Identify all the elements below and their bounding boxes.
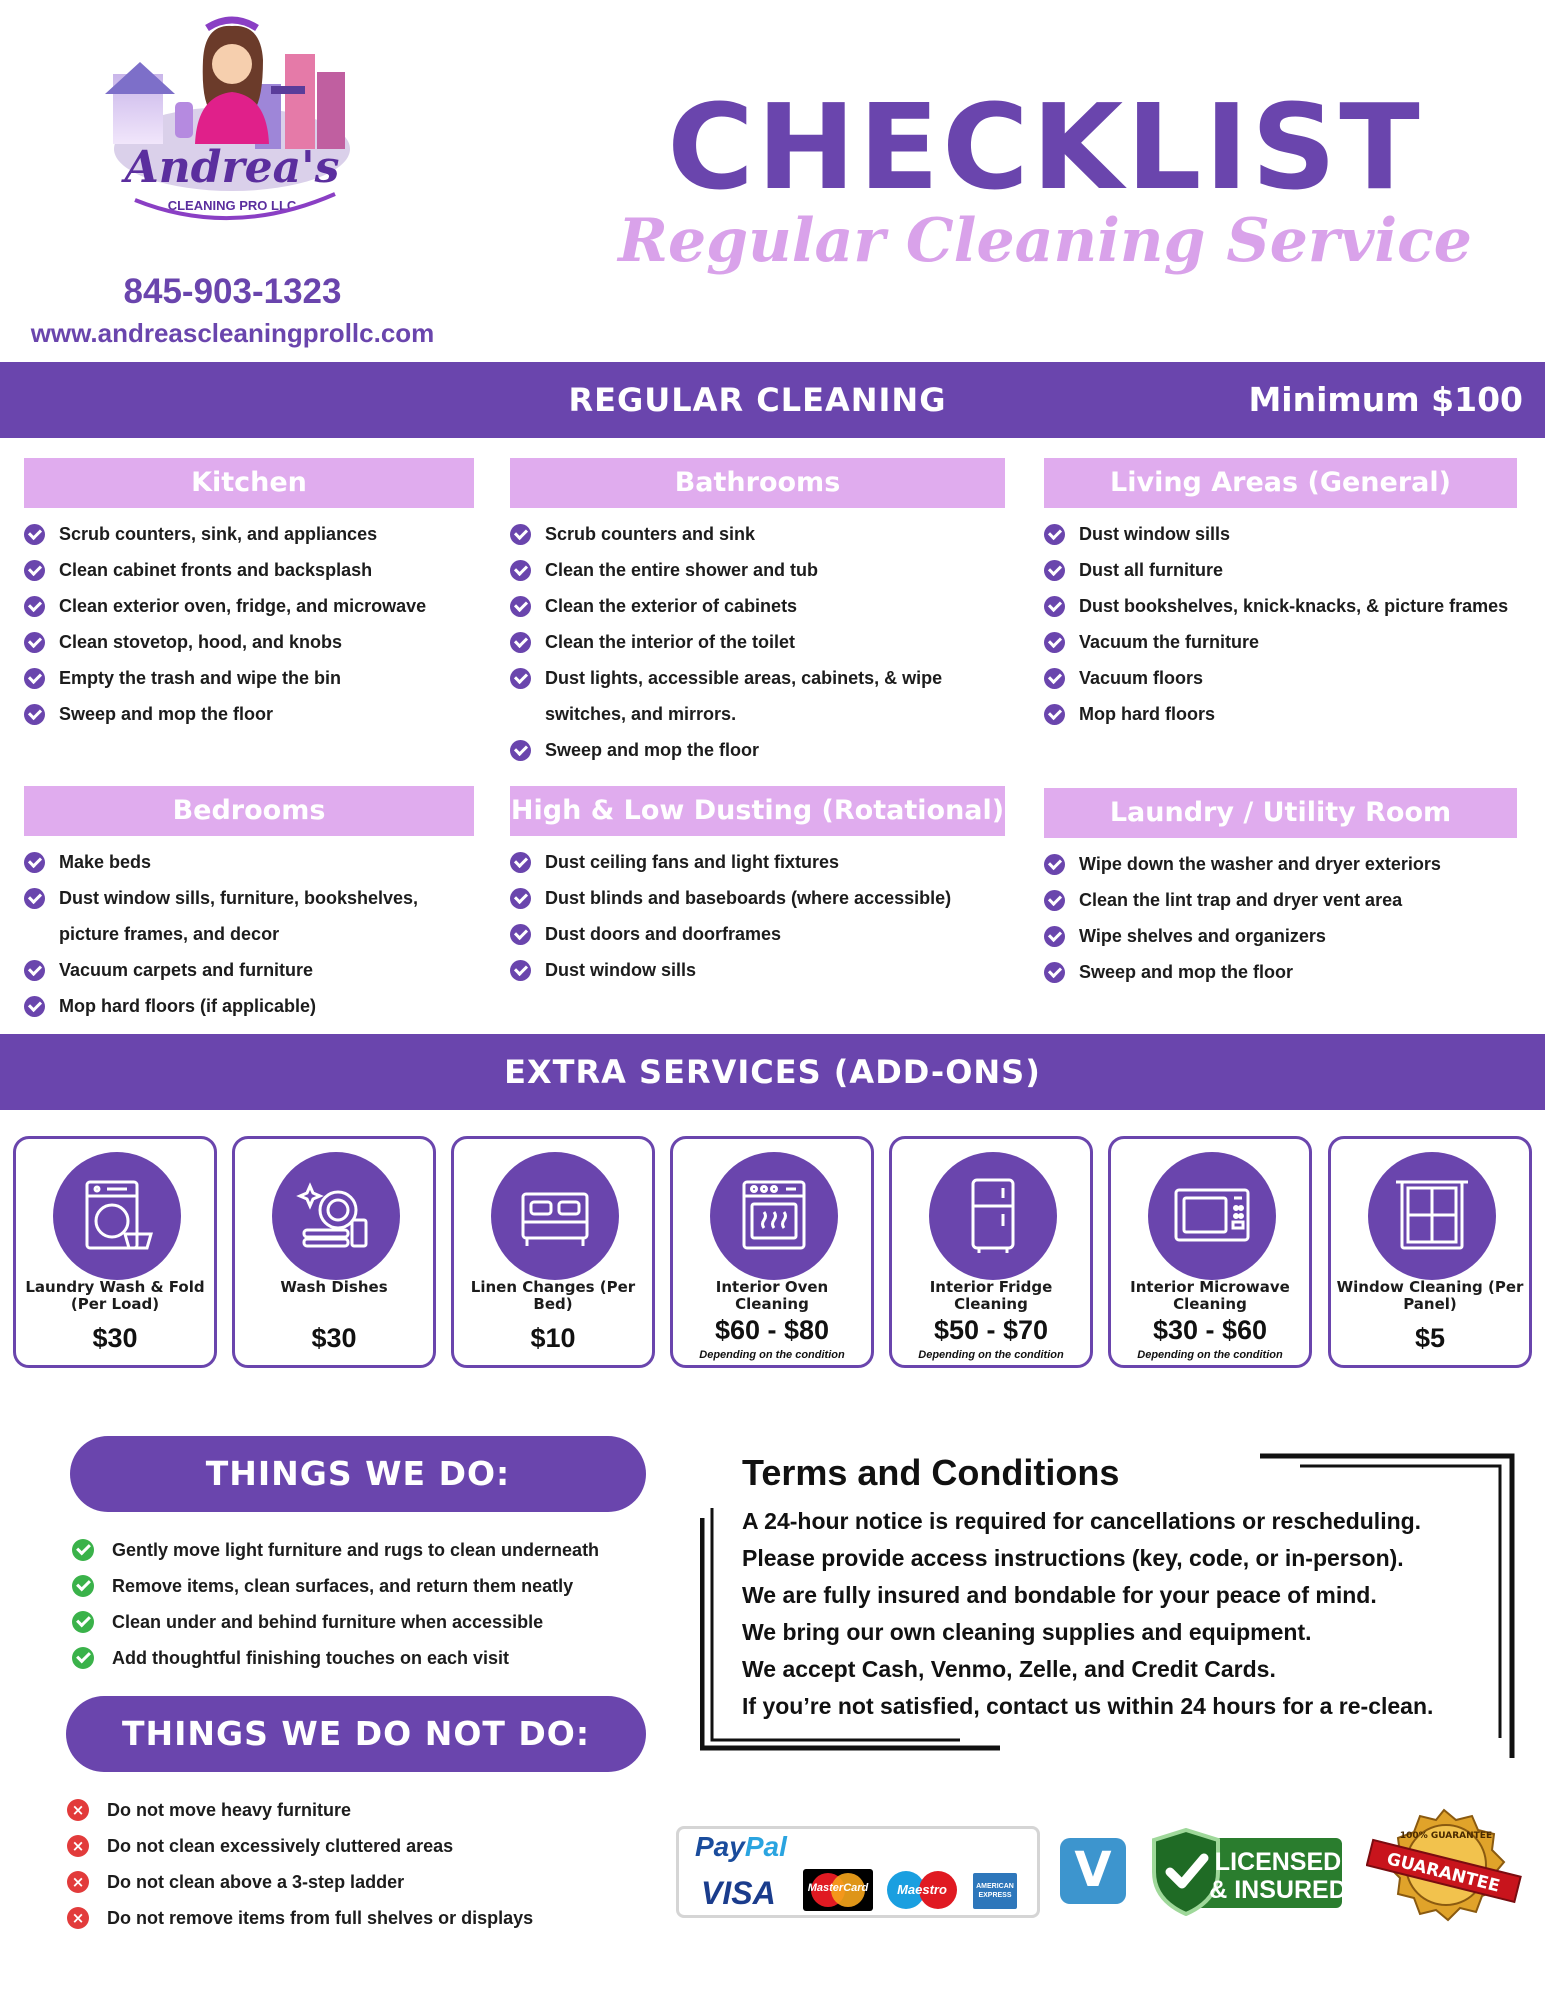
minimum-price: Minimum $100 [1248,380,1523,419]
service-price: $10 [530,1323,576,1353]
list-item: × Do not clean excessively cluttered areas [67,1828,667,1864]
check-icon [510,960,531,981]
check-icon [510,524,531,545]
website-link[interactable]: www.andreascleaningprollc.com [30,318,435,348]
section-title: High & Low Dusting (Rotational) [510,786,1005,836]
service-price: $5 [1414,1323,1446,1353]
list-item: Dust window sills [1044,516,1517,552]
guarantee-seal [1366,1808,1522,1934]
check-icon [1044,926,1065,947]
check-icon [1044,668,1065,689]
list-item: Wipe down the washer and dryer exteriors [1044,846,1517,882]
service-note: Depending on the condition [699,1349,845,1361]
service-card-window [1328,1136,1532,1368]
check-icon [1044,704,1065,725]
things-we-do-not-heading: THINGS WE DO NOT DO: [66,1696,646,1772]
section-bathrooms [510,458,1005,768]
check-icon [510,596,531,617]
amex-logo: AMERICAN EXPRESS [973,1873,1017,1909]
section-high-low-dusting [510,786,1005,988]
check-icon [24,960,45,981]
bed-icon [491,1152,619,1280]
green-check-icon [72,1539,94,1561]
microwave-icon [1148,1152,1276,1280]
list-item: Clean the entire shower and tub [510,552,970,588]
service-price: $50 - $70 [933,1315,1049,1345]
list-item: Scrub counters and sink [510,516,970,552]
maestro-logo: Maestro [885,1869,959,1911]
check-icon [510,888,531,909]
service-card-microwave [1108,1136,1312,1368]
terms-list [742,1503,1433,1725]
red-x-icon: × [67,1871,89,1893]
check-icon [24,596,45,617]
terms-title: Terms and Conditions [742,1452,1120,1493]
section-laundry-utility [1044,788,1517,990]
company-logo [95,14,370,264]
check-icon [510,632,531,653]
list-item: Make beds [24,844,444,880]
check-icon [1044,962,1065,983]
mastercard-logo: MasterCard [803,1869,873,1911]
logo-name: Andrea's [124,142,340,193]
list-item: Vacuum the furniture [1044,624,1517,660]
check-icon [510,740,531,761]
green-check-icon [72,1575,94,1597]
list-item: Clean the interior of the toilet [510,624,970,660]
terms-item: Please provide access instructions (key, code, or in-person). [742,1545,1404,1571]
fridge-icon [929,1152,1057,1280]
things-we-do-list [72,1532,672,1676]
list-item: Vacuum floors [1044,660,1517,696]
service-card-laundry [13,1136,217,1368]
check-icon [24,560,45,581]
washing-machine-icon [53,1152,181,1280]
service-name: Laundry Wash & Fold (Per Load) [25,1278,205,1313]
list-item: × Do not clean above a 3-step ladder [67,1864,667,1900]
red-x-icon: × [67,1835,89,1857]
service-card-linen [451,1136,655,1368]
section-title: Bathrooms [510,458,1005,508]
list-item: Vacuum carpets and furniture [24,952,444,988]
service-price: $30 [311,1323,357,1353]
check-icon [24,704,45,725]
check-icon [1044,524,1065,545]
check-icon [1044,890,1065,911]
check-icon [1044,560,1065,581]
list-item: Mop hard floors (if applicable) [24,988,444,1024]
section-title: Bedrooms [24,786,474,836]
service-name: Interior Oven Cleaning [715,1278,829,1313]
svg-text:100% GUARANTEE: 100% GUARANTEE [1399,1831,1493,1841]
oven-icon [710,1152,838,1280]
visa-logo: VISA [701,1875,776,1911]
list-item: Clean cabinet fronts and backsplash [24,552,474,588]
list-item: × Do not move heavy furniture [67,1792,667,1828]
list-item: Dust blinds and baseboards (where accessible) [510,880,1005,916]
section-living-areas [1044,458,1517,732]
service-card-oven [670,1136,874,1368]
list-item: Clean the exterior of cabinets [510,588,970,624]
list-item: Dust ceiling fans and light fixtures [510,844,1005,880]
list-item: Clean under and behind furniture when accessible [72,1604,672,1640]
svg-text:& INSURED: & INSURED [1209,1876,1346,1904]
green-check-icon [72,1611,94,1633]
service-price: $30 - $60 [1152,1315,1268,1345]
section-title: Kitchen [24,458,474,508]
extra-services-heading: EXTRA SERVICES (ADD-ONS) [504,1053,1041,1091]
terms-item: A 24-hour notice is required for cancellations or rescheduling. [742,1508,1422,1534]
list-item: Dust lights, accessible areas, cabinets, & wipe switches, and mirrors. [510,660,970,732]
list-item: × Do not remove items from full shelves or displays [67,1900,667,1936]
list-item: Add thoughtful finishing touches on each visit [72,1640,672,1676]
licensed-insured-badge [1146,1828,1346,1916]
check-icon [24,632,45,653]
section-kitchen [24,458,474,732]
list-item: Sweep and mop the floor [24,696,474,732]
list-item: Dust all furniture [1044,552,1517,588]
service-card-dishes [232,1136,436,1368]
list-item: Clean the lint trap and dryer vent area [1044,882,1517,918]
check-icon [510,560,531,581]
check-icon [1044,854,1065,875]
green-check-icon [72,1647,94,1669]
check-icon [24,852,45,873]
payment-methods-box [676,1826,1040,1918]
terms-item: We are fully insured and bondable for your peace of mind. [742,1582,1377,1608]
list-item: Sweep and mop the floor [510,732,970,768]
check-icon [510,924,531,945]
section-title: Laundry / Utility Room [1044,788,1517,838]
venmo-logo: V [1060,1838,1126,1904]
service-name: Linen Changes (Per Bed) [470,1278,636,1313]
extra-services-band [0,1034,1545,1110]
list-item: Sweep and mop the floor [1044,954,1517,990]
phone-number[interactable]: 845-903-1323 [123,272,342,311]
service-note: Depending on the condition [918,1349,1064,1361]
section-bedrooms [24,786,474,1024]
things-we-do-heading: THINGS WE DO: [70,1436,646,1512]
check-icon [1044,632,1065,653]
list-item: Dust doors and doorframes [510,916,1005,952]
check-icon [24,888,45,909]
svg-text:LICENSED: LICENSED [1214,1848,1342,1876]
regular-cleaning-heading: REGULAR CLEANING [568,381,947,419]
dishes-icon [272,1152,400,1280]
check-icon [24,996,45,1017]
things-we-do-not-list [67,1792,667,1936]
paypal-logo: PayPal [695,1831,787,1862]
list-item: Dust bookshelves, knick-knacks, & picture frames [1044,588,1517,624]
logo-subtitle: CLEANING PRO LLC [167,198,297,213]
check-icon [510,852,531,873]
page-subtitle: Regular Cleaning Service [618,206,1472,276]
list-item: Scrub counters, sink, and appliances [24,516,474,552]
terms-item: If you’re not satisfied, contact us within 24 hours for a re-clean. [742,1693,1434,1719]
red-x-icon: × [67,1799,89,1821]
terms-item: We accept Cash, Venmo, Zelle, and Credit Cards. [742,1656,1276,1682]
check-icon [24,668,45,689]
service-note: Depending on the condition [1137,1349,1283,1361]
regular-cleaning-band [0,362,1545,438]
service-name: Interior Fridge Cleaning [929,1278,1053,1313]
list-item: Empty the trash and wipe the bin [24,660,474,696]
check-icon [1044,596,1065,617]
list-item: Gently move light furniture and rugs to clean underneath [72,1532,672,1568]
list-item: Remove items, clean surfaces, and return them neatly [72,1568,672,1604]
red-x-icon: × [67,1907,89,1929]
list-item: Dust window sills, furniture, bookshelves, picture frames, and decor [24,880,444,952]
service-name: Wash Dishes [280,1278,388,1296]
list-item: Wipe shelves and organizers [1044,918,1517,954]
list-item: Dust window sills [510,952,1005,988]
service-name: Interior Microwave Cleaning [1130,1278,1290,1313]
service-card-fridge [889,1136,1093,1368]
svg-text:GUARANTEE: GUARANTEE [1384,1849,1502,1897]
window-icon [1368,1152,1496,1280]
terms-item: We bring our own cleaning supplies and equipment. [742,1619,1312,1645]
service-price: $30 [92,1323,138,1353]
page-title: CHECKLIST [667,78,1423,216]
service-price: $60 - $80 [714,1315,830,1345]
service-name: Window Cleaning (Per Panel) [1336,1278,1524,1313]
list-item: Clean exterior oven, fridge, and microwave [24,588,474,624]
check-icon [24,524,45,545]
list-item: Clean stovetop, hood, and knobs [24,624,474,660]
section-title: Living Areas (General) [1044,458,1517,508]
check-icon [510,668,531,689]
list-item: Mop hard floors [1044,696,1517,732]
